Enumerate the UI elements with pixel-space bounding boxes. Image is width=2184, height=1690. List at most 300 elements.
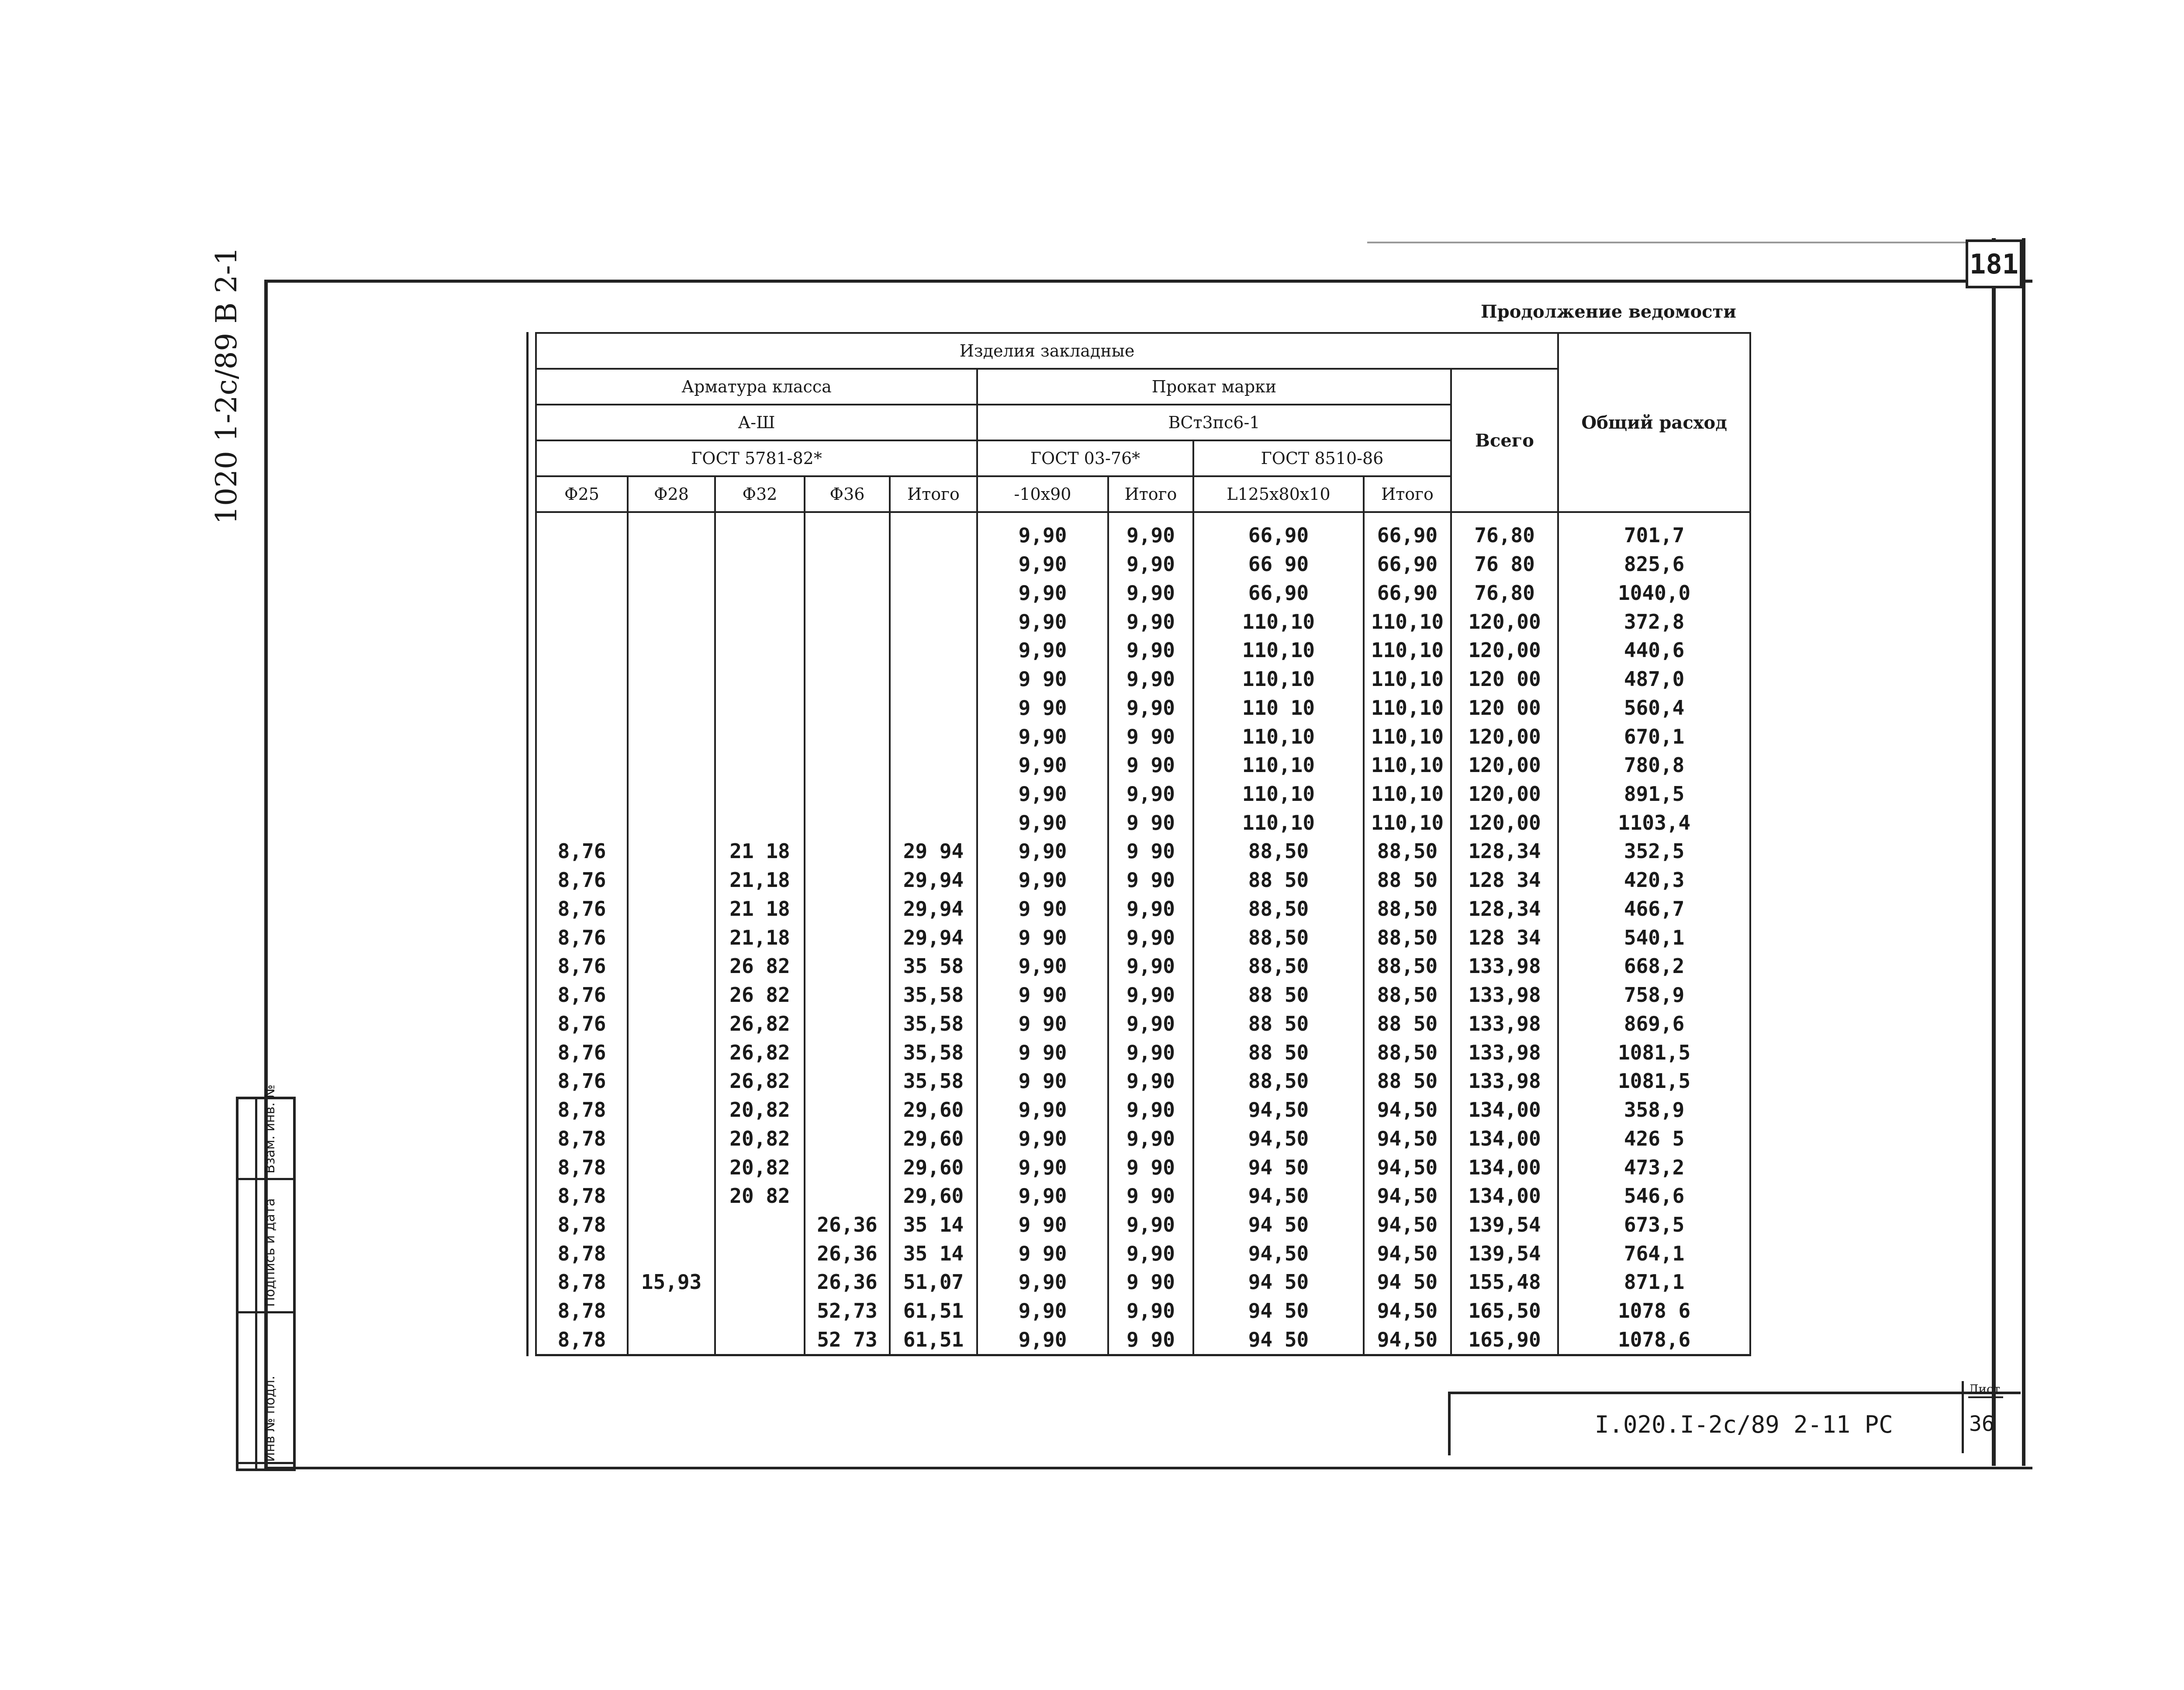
cell-f28 — [628, 636, 715, 665]
cell-f28 — [628, 550, 715, 578]
cell-angle: 94 50 — [1193, 1153, 1364, 1182]
cell-f32 — [715, 693, 805, 722]
cell-f28 — [628, 722, 715, 751]
cell-plate: 9,90 — [977, 779, 1108, 808]
cell-itogo-plate: 9,90 — [1108, 578, 1193, 607]
cell-itogo-armatura: 35,58 — [890, 1038, 977, 1067]
header-armatura-gost: ГОСТ 5781-82* — [536, 440, 977, 476]
cell-itogo-armatura — [890, 779, 977, 808]
cell-plate: 9 90 — [977, 693, 1108, 722]
cell-itogo-plate: 9,90 — [1108, 1239, 1193, 1268]
cell-angle: 94 50 — [1193, 1325, 1364, 1355]
cell-f28 — [628, 923, 715, 952]
cell-f25: 8,76 — [536, 866, 628, 894]
cell-itogo-angle: 88,50 — [1364, 952, 1451, 981]
cell-f36 — [805, 980, 890, 1009]
cell-itogo-plate: 9,90 — [1108, 923, 1193, 952]
cell-plate: 9,90 — [977, 808, 1108, 837]
cell-angle: 94 50 — [1193, 1210, 1364, 1239]
sheet-number-box — [1962, 1381, 2008, 1453]
cell-obshchiy: 701,7 — [1558, 512, 1750, 550]
cell-obshchiy: 358,9 — [1558, 1095, 1750, 1124]
cell-vsego: 155,48 — [1451, 1268, 1558, 1297]
cell-plate: 9,90 — [977, 636, 1108, 665]
cell-itogo-armatura — [890, 751, 977, 779]
cell-f36 — [805, 1153, 890, 1182]
cell-itogo-plate: 9 90 — [1108, 837, 1193, 866]
cell-itogo-angle: 66,90 — [1364, 512, 1451, 550]
cell-f28 — [628, 866, 715, 894]
cell-vsego: 133,98 — [1451, 952, 1558, 981]
cell-itogo-angle: 110,10 — [1364, 693, 1451, 722]
cell-vsego: 128,34 — [1451, 837, 1558, 866]
cell-itogo-angle: 110,10 — [1364, 779, 1451, 808]
cell-f25: 8,78 — [536, 1296, 628, 1325]
cell-vsego: 134,00 — [1451, 1095, 1558, 1124]
cell-itogo-plate: 9,90 — [1108, 894, 1193, 923]
cell-plate: 9,90 — [977, 751, 1108, 779]
cell-plate: 9,90 — [977, 837, 1108, 866]
cell-f28 — [628, 1239, 715, 1268]
table-row — [536, 1038, 1750, 1067]
table-row — [536, 1009, 1750, 1038]
cell-obshchiy: 869,6 — [1558, 1009, 1750, 1038]
cell-f36 — [805, 866, 890, 894]
cell-f32: 20,82 — [715, 1124, 805, 1153]
cell-itogo-armatura: 61,51 — [890, 1325, 977, 1355]
cell-itogo-armatura — [890, 808, 977, 837]
table-row — [536, 1067, 1750, 1095]
cell-f28 — [628, 779, 715, 808]
cell-f25: 8,78 — [536, 1325, 628, 1355]
cell-itogo-plate: 9 90 — [1108, 1325, 1193, 1355]
cell-f36 — [805, 550, 890, 578]
cell-itogo-angle: 94,50 — [1364, 1296, 1451, 1325]
cell-f25: 8,76 — [536, 923, 628, 952]
cell-vsego: 120 00 — [1451, 693, 1558, 722]
cell-f28 — [628, 512, 715, 550]
cell-f25 — [536, 578, 628, 607]
cell-f25: 8,78 — [536, 1095, 628, 1124]
cell-f36 — [805, 578, 890, 607]
cell-f25: 8,76 — [536, 980, 628, 1009]
cell-f28 — [628, 894, 715, 923]
cell-obshchiy: 540,1 — [1558, 923, 1750, 952]
cell-f28 — [628, 665, 715, 693]
cell-obshchiy: 825,6 — [1558, 550, 1750, 578]
cell-f36 — [805, 1124, 890, 1153]
cell-itogo-angle: 88,50 — [1364, 837, 1451, 866]
cell-itogo-plate: 9,90 — [1108, 693, 1193, 722]
cell-vsego: 133,98 — [1451, 1038, 1558, 1067]
cell-f25: 8,76 — [536, 1067, 628, 1095]
cell-f32 — [715, 751, 805, 779]
cell-f28 — [628, 607, 715, 636]
cell-itogo-angle: 66,90 — [1364, 550, 1451, 578]
cell-f32: 20,82 — [715, 1095, 805, 1124]
cell-f32: 26,82 — [715, 1009, 805, 1038]
cell-obshchiy: 1081,5 — [1558, 1067, 1750, 1095]
cell-plate: 9 90 — [977, 1210, 1108, 1239]
cell-f36 — [805, 923, 890, 952]
cell-f32 — [715, 550, 805, 578]
header-vsego: Всего — [1451, 369, 1558, 512]
cell-f32: 21 18 — [715, 894, 805, 923]
cell-itogo-angle: 94,50 — [1364, 1153, 1451, 1182]
cell-angle: 110,10 — [1193, 607, 1364, 636]
cell-itogo-plate: 9,90 — [1108, 636, 1193, 665]
cell-plate: 9,90 — [977, 550, 1108, 578]
cell-itogo-armatura: 35 14 — [890, 1239, 977, 1268]
cell-angle: 66,90 — [1193, 512, 1364, 550]
cell-f25 — [536, 693, 628, 722]
cell-f36 — [805, 808, 890, 837]
cell-itogo-plate: 9,90 — [1108, 980, 1193, 1009]
cell-f28 — [628, 1067, 715, 1095]
cell-vsego: 120,00 — [1451, 779, 1558, 808]
stamp-divider — [238, 1311, 293, 1313]
cell-itogo-plate: 9 90 — [1108, 751, 1193, 779]
cell-f28 — [628, 1009, 715, 1038]
cell-f32: 26,82 — [715, 1038, 805, 1067]
cell-f25: 8,78 — [536, 1153, 628, 1182]
cell-f36 — [805, 1009, 890, 1038]
cell-angle: 110,10 — [1193, 636, 1364, 665]
cell-itogo-armatura: 29,60 — [890, 1095, 977, 1124]
cell-f25: 8,76 — [536, 1038, 628, 1067]
cell-f25: 8,78 — [536, 1210, 628, 1239]
document-code: I.020.I-2с/89 2-11 РС — [1595, 1411, 1893, 1438]
cell-itogo-plate: 9 90 — [1108, 866, 1193, 894]
cell-angle: 110 10 — [1193, 693, 1364, 722]
cell-angle: 110,10 — [1193, 808, 1364, 837]
cell-angle: 94,50 — [1193, 1124, 1364, 1153]
cell-itogo-plate: 9,90 — [1108, 1009, 1193, 1038]
table-row — [536, 837, 1750, 866]
cell-plate: 9,90 — [977, 607, 1108, 636]
cell-f28 — [628, 1296, 715, 1325]
cell-itogo-angle: 110,10 — [1364, 808, 1451, 837]
cell-angle: 66 90 — [1193, 550, 1364, 578]
cell-f36 — [805, 1095, 890, 1124]
cell-angle: 88 50 — [1193, 980, 1364, 1009]
cell-f36: 52,73 — [805, 1296, 890, 1325]
cell-f32 — [715, 665, 805, 693]
cell-f32: 26 82 — [715, 952, 805, 981]
table-body — [536, 512, 1750, 1355]
cell-itogo-armatura — [890, 665, 977, 693]
cell-angle: 88,50 — [1193, 923, 1364, 952]
cell-itogo-armatura: 29 94 — [890, 837, 977, 866]
table-row — [536, 607, 1750, 636]
table-row — [536, 952, 1750, 981]
cell-itogo-angle: 88 50 — [1364, 1009, 1451, 1038]
cell-obshchiy: 372,8 — [1558, 607, 1750, 636]
frame-right-border — [1992, 238, 2025, 1466]
col-angle: L125х80х10 — [1193, 476, 1364, 512]
cell-f36: 26,36 — [805, 1268, 890, 1297]
cell-f36 — [805, 1067, 890, 1095]
cell-obshchiy: 466,7 — [1558, 894, 1750, 923]
cell-itogo-angle: 88 50 — [1364, 1067, 1451, 1095]
cell-itogo-plate: 9 90 — [1108, 1268, 1193, 1297]
cell-vsego: 120 00 — [1451, 665, 1558, 693]
cell-itogo-angle: 88 50 — [1364, 866, 1451, 894]
cell-f25 — [536, 779, 628, 808]
cell-obshchiy: 673,5 — [1558, 1210, 1750, 1239]
cell-vsego: 128 34 — [1451, 923, 1558, 952]
cell-plate: 9,90 — [977, 1181, 1108, 1210]
cell-itogo-angle: 88,50 — [1364, 1038, 1451, 1067]
cell-f28 — [628, 1095, 715, 1124]
cell-f36 — [805, 512, 890, 550]
cell-f28: 15,93 — [628, 1268, 715, 1297]
cell-plate: 9,90 — [977, 866, 1108, 894]
cell-vsego: 139,54 — [1451, 1210, 1558, 1239]
cell-itogo-angle: 94,50 — [1364, 1239, 1451, 1268]
cell-obshchiy: 546,6 — [1558, 1181, 1750, 1210]
col-f36: Ф36 — [805, 476, 890, 512]
cell-vsego: 133,98 — [1451, 980, 1558, 1009]
cell-itogo-armatura: 51,07 — [890, 1268, 977, 1297]
cell-f32: 21 18 — [715, 837, 805, 866]
cell-plate: 9,90 — [977, 1296, 1108, 1325]
cell-vsego: 128 34 — [1451, 866, 1558, 894]
table-row — [536, 779, 1750, 808]
cell-obshchiy: 670,1 — [1558, 722, 1750, 751]
cell-angle: 110,10 — [1193, 779, 1364, 808]
cell-f28 — [628, 1038, 715, 1067]
table-row — [536, 693, 1750, 722]
cell-f25 — [536, 550, 628, 578]
cell-obshchiy: 764,1 — [1558, 1239, 1750, 1268]
table-row — [536, 578, 1750, 607]
cell-obshchiy: 352,5 — [1558, 837, 1750, 866]
table-row — [536, 1153, 1750, 1182]
cell-obshchiy: 1078,6 — [1558, 1325, 1750, 1355]
cell-f25: 8,78 — [536, 1181, 628, 1210]
cell-f25 — [536, 512, 628, 550]
table-row — [536, 1124, 1750, 1153]
cell-itogo-armatura: 29,60 — [890, 1124, 977, 1153]
header-gost-a: ГОСТ 03-76* — [977, 440, 1193, 476]
cell-f25 — [536, 607, 628, 636]
cell-f36 — [805, 665, 890, 693]
cell-f28 — [628, 1210, 715, 1239]
table-row — [536, 751, 1750, 779]
cell-itogo-armatura — [890, 607, 977, 636]
cell-itogo-armatura: 29,94 — [890, 866, 977, 894]
cell-itogo-angle: 66,90 — [1364, 578, 1451, 607]
header-obshchiy: Общий расход — [1558, 333, 1750, 512]
col-f28: Ф28 — [628, 476, 715, 512]
cell-obshchiy: 668,2 — [1558, 952, 1750, 981]
table-row — [536, 1325, 1750, 1355]
cell-f28 — [628, 578, 715, 607]
cell-obshchiy: 420,3 — [1558, 866, 1750, 894]
cell-itogo-armatura — [890, 693, 977, 722]
cell-f32 — [715, 779, 805, 808]
cell-f25: 8,76 — [536, 837, 628, 866]
cell-f36 — [805, 636, 890, 665]
cell-angle: 110,10 — [1193, 722, 1364, 751]
cell-f32 — [715, 808, 805, 837]
cell-itogo-armatura: 29,94 — [890, 923, 977, 952]
table-row — [536, 1210, 1750, 1239]
cell-f25: 8,78 — [536, 1239, 628, 1268]
table-row — [536, 923, 1750, 952]
cell-f28 — [628, 1325, 715, 1355]
cell-itogo-armatura: 29,60 — [890, 1153, 977, 1182]
cell-itogo-angle: 88,50 — [1364, 894, 1451, 923]
title-block — [1448, 1382, 2021, 1455]
cell-itogo-plate: 9 90 — [1108, 1181, 1193, 1210]
sheet-label: Лист — [1968, 1382, 2003, 1398]
cell-f25: 8,78 — [536, 1268, 628, 1297]
cell-f36: 26,36 — [805, 1239, 890, 1268]
table-row — [536, 866, 1750, 894]
stamp-divider — [238, 1178, 293, 1180]
cell-plate: 9 90 — [977, 1239, 1108, 1268]
cell-angle: 88,50 — [1193, 837, 1364, 866]
cell-itogo-angle: 110,10 — [1364, 607, 1451, 636]
cell-itogo-armatura — [890, 550, 977, 578]
cell-f25: 8,78 — [536, 1124, 628, 1153]
cell-f36 — [805, 607, 890, 636]
header-prokat: Прокат марки — [977, 369, 1451, 405]
cell-f36 — [805, 837, 890, 866]
cell-f25 — [536, 665, 628, 693]
cell-plate: 9 90 — [977, 923, 1108, 952]
cell-f36: 52 73 — [805, 1325, 890, 1355]
cell-itogo-plate: 9,90 — [1108, 1038, 1193, 1067]
cell-itogo-angle: 110,10 — [1364, 665, 1451, 693]
cell-itogo-armatura: 35,58 — [890, 980, 977, 1009]
cell-itogo-angle: 110,10 — [1364, 751, 1451, 779]
cell-itogo-armatura: 35,58 — [890, 1009, 977, 1038]
cell-angle: 94 50 — [1193, 1268, 1364, 1297]
continuation-title: Продолжение ведомости — [1481, 301, 1736, 322]
cell-angle: 88 50 — [1193, 1009, 1364, 1038]
cell-obshchiy: 426 5 — [1558, 1124, 1750, 1153]
sheet-badge: 181 — [1966, 239, 2022, 288]
cell-angle: 94,50 — [1193, 1239, 1364, 1268]
cell-itogo-angle: 88,50 — [1364, 980, 1451, 1009]
cell-f32 — [715, 1296, 805, 1325]
col-itogo-angle: Итого — [1364, 476, 1451, 512]
cell-angle: 88 50 — [1193, 1038, 1364, 1067]
stamp-label-inv-podl: Инв № подл. — [263, 1375, 278, 1462]
cell-angle: 110,10 — [1193, 665, 1364, 693]
cell-f32: 21,18 — [715, 866, 805, 894]
top-rule — [1367, 242, 1966, 243]
cell-f36 — [805, 952, 890, 981]
cell-itogo-plate: 9,90 — [1108, 1296, 1193, 1325]
cell-vsego: 120,00 — [1451, 808, 1558, 837]
col-f25: Ф25 — [536, 476, 628, 512]
cell-angle: 88,50 — [1193, 894, 1364, 923]
header-group: Изделия закладные — [536, 333, 1558, 369]
cell-f36 — [805, 751, 890, 779]
cell-obshchiy: 440,6 — [1558, 636, 1750, 665]
cell-f28 — [628, 952, 715, 981]
cell-f32 — [715, 1325, 805, 1355]
cell-itogo-plate: 9 90 — [1108, 808, 1193, 837]
cell-vsego: 120,00 — [1451, 607, 1558, 636]
cell-obshchiy: 1078 6 — [1558, 1296, 1750, 1325]
cell-itogo-plate: 9,90 — [1108, 607, 1193, 636]
cell-f25 — [536, 636, 628, 665]
cell-f28 — [628, 808, 715, 837]
table-row — [536, 1268, 1750, 1297]
embedded-items-table — [535, 332, 1751, 1356]
cell-vsego: 133,98 — [1451, 1009, 1558, 1038]
cell-itogo-plate: 9,90 — [1108, 550, 1193, 578]
cell-vsego: 134,00 — [1451, 1181, 1558, 1210]
table-row — [536, 636, 1750, 665]
margin-document-code: 1020 1-2с/89 В 2-1 — [210, 246, 243, 524]
cell-obshchiy: 1103,4 — [1558, 808, 1750, 837]
cell-plate: 9,90 — [977, 578, 1108, 607]
cell-f36 — [805, 693, 890, 722]
table-row — [536, 722, 1750, 751]
cell-f25: 8,76 — [536, 894, 628, 923]
header-armatura-class: А-Ш — [536, 405, 977, 440]
table-row — [536, 1095, 1750, 1124]
cell-obshchiy: 780,8 — [1558, 751, 1750, 779]
cell-f25 — [536, 751, 628, 779]
col-f32: Ф32 — [715, 476, 805, 512]
cell-f32 — [715, 1268, 805, 1297]
cell-plate: 9 90 — [977, 1067, 1108, 1095]
cell-f28 — [628, 837, 715, 866]
cell-angle: 94 50 — [1193, 1296, 1364, 1325]
cell-obshchiy: 1081,5 — [1558, 1038, 1750, 1067]
cell-vsego: 134,00 — [1451, 1124, 1558, 1153]
cell-f32 — [715, 512, 805, 550]
cell-plate: 9,90 — [977, 1095, 1108, 1124]
cell-itogo-plate: 9,90 — [1108, 512, 1193, 550]
cell-obshchiy: 891,5 — [1558, 779, 1750, 808]
cell-itogo-angle: 94,50 — [1364, 1124, 1451, 1153]
cell-plate: 9,90 — [977, 512, 1108, 550]
cell-plate: 9,90 — [977, 1124, 1108, 1153]
cell-itogo-angle: 94,50 — [1364, 1095, 1451, 1124]
cell-plate: 9,90 — [977, 952, 1108, 981]
cell-itogo-plate: 9,90 — [1108, 1095, 1193, 1124]
cell-f25 — [536, 722, 628, 751]
cell-plate: 9,90 — [977, 1268, 1108, 1297]
cell-itogo-armatura: 35 58 — [890, 952, 977, 981]
cell-f25: 8,76 — [536, 1009, 628, 1038]
cell-obshchiy: 871,1 — [1558, 1268, 1750, 1297]
cell-itogo-angle: 94,50 — [1364, 1210, 1451, 1239]
table-row — [536, 1181, 1750, 1210]
cell-f25 — [536, 808, 628, 837]
cell-itogo-armatura — [890, 722, 977, 751]
cell-angle: 66,90 — [1193, 578, 1364, 607]
cell-f36: 26,36 — [805, 1210, 890, 1239]
cell-itogo-plate: 9 90 — [1108, 722, 1193, 751]
cell-obshchiy: 1040,0 — [1558, 578, 1750, 607]
cell-f32: 20,82 — [715, 1153, 805, 1182]
cell-plate: 9,90 — [977, 1325, 1108, 1355]
cell-itogo-armatura — [890, 578, 977, 607]
table-row — [536, 665, 1750, 693]
cell-obshchiy: 758,9 — [1558, 980, 1750, 1009]
stamp-column — [238, 1099, 257, 1468]
cell-vsego: 165,50 — [1451, 1296, 1558, 1325]
